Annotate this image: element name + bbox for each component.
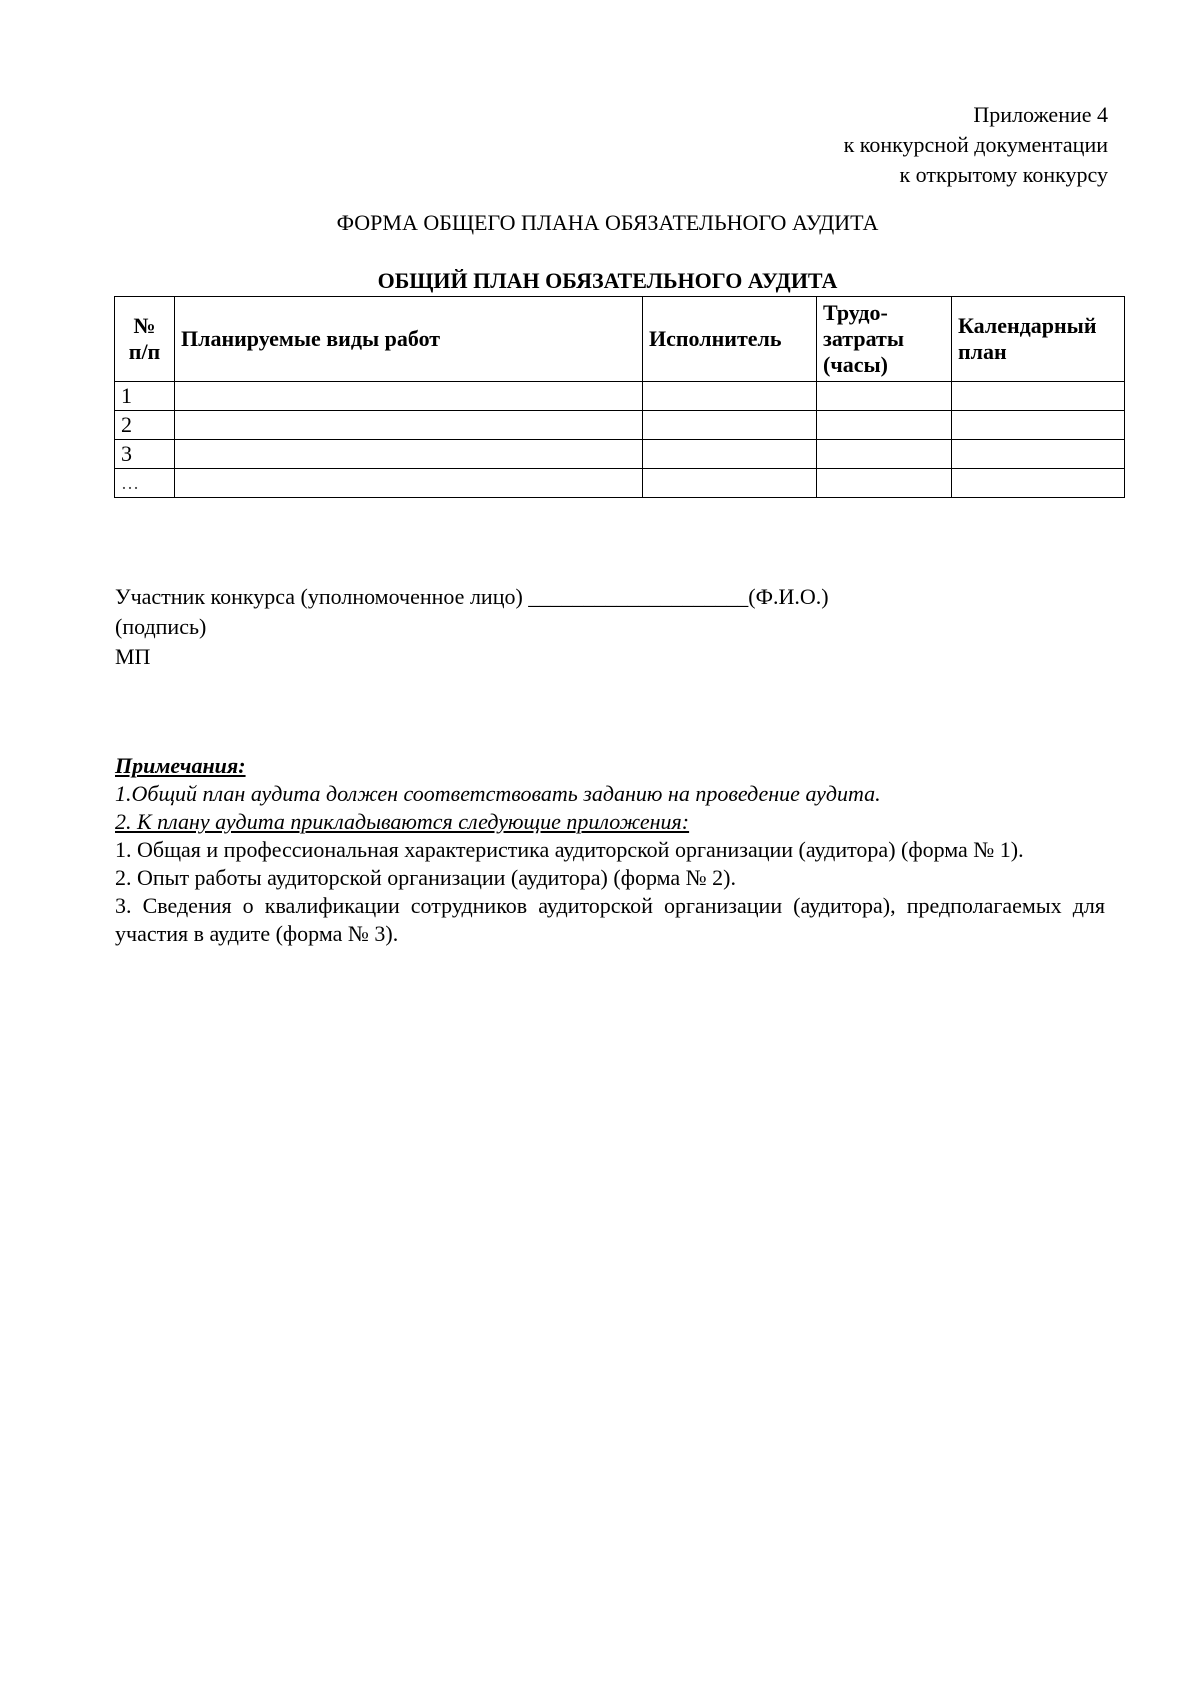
cell-calendar xyxy=(952,469,1125,498)
appendix-line-2: к конкурсной документации xyxy=(843,132,1108,157)
cell-labor xyxy=(817,411,952,440)
cell-labor xyxy=(817,382,952,411)
cell-calendar xyxy=(952,440,1125,469)
header-calendar xyxy=(952,297,1125,382)
cell-executor xyxy=(643,469,817,498)
row-number: 1 xyxy=(115,382,175,411)
cell-work xyxy=(175,411,643,440)
table-title: ОБЩИЙ ПЛАН ОБЯЗАТЕЛЬНОГО АУДИТА xyxy=(377,268,838,293)
cell-executor xyxy=(643,382,817,411)
signature-line: Участник конкурса (уполномоченное лицо) ____________________(Ф.И.О.) xyxy=(115,584,829,609)
row-number: 2 xyxy=(115,411,175,440)
cell-labor xyxy=(817,440,952,469)
audit-plan-table xyxy=(114,296,1125,498)
note-2: 2. К плану аудита прикладываются следующие приложения: xyxy=(115,809,690,834)
signature-caption: (подпись) xyxy=(115,614,207,639)
header-labor-line-3: (часы) xyxy=(823,352,889,377)
attachment-item-3: 3. Сведения о квалификации сотрудников аудиторской организации (аудитора), предполагаемых для участия в аудите (форма № 3). xyxy=(115,893,1105,946)
cell-work xyxy=(175,382,643,411)
header-calendar-line-1: Календарный xyxy=(958,313,1097,338)
attachment-item-2: 2. Опыт работы аудиторской организации (аудитора) (форма № 2). xyxy=(115,865,736,890)
appendix-line-3: к открытому конкурсу xyxy=(899,162,1108,187)
table-row xyxy=(115,411,1125,440)
cell-executor xyxy=(643,440,817,469)
notes-section xyxy=(115,752,1105,948)
notes-heading: Примечания: xyxy=(115,753,246,778)
table-row xyxy=(115,382,1125,411)
header-labor-line-1: Трудо- xyxy=(823,300,888,325)
row-number: 3 xyxy=(115,440,175,469)
cell-calendar xyxy=(952,382,1125,411)
header-number-line-1: № xyxy=(133,313,156,338)
note-1: 1.Общий план аудита должен соответствовать заданию на проведение аудита. xyxy=(115,781,881,806)
header-labor-line-2: затраты xyxy=(823,326,904,351)
appendix-reference xyxy=(844,100,1108,190)
cell-work xyxy=(175,469,643,498)
header-work-types: Планируемые виды работ xyxy=(175,297,643,382)
header-executor: Исполнитель xyxy=(643,297,817,382)
cell-labor xyxy=(817,469,952,498)
table-row xyxy=(115,440,1125,469)
form-title: ФОРМА ОБЩЕГО ПЛАНА ОБЯЗАТЕЛЬНОГО АУДИТА xyxy=(336,210,879,235)
stamp-place: МП xyxy=(115,644,151,669)
header-calendar-line-2: план xyxy=(958,339,1007,364)
header-number xyxy=(115,297,175,382)
appendix-line-1: Приложение 4 xyxy=(973,102,1108,127)
header-labor xyxy=(817,297,952,382)
attachment-item-1: 1. Общая и профессиональная характеристика аудиторской организации (аудитора) (форма № 1). xyxy=(115,837,1024,862)
signature-block xyxy=(115,582,829,672)
table-row xyxy=(115,469,1125,498)
cell-calendar xyxy=(952,411,1125,440)
header-number-line-2: п/п xyxy=(128,339,161,364)
cell-executor xyxy=(643,411,817,440)
row-number: … xyxy=(115,469,175,498)
cell-work xyxy=(175,440,643,469)
table-header-row xyxy=(115,297,1125,382)
